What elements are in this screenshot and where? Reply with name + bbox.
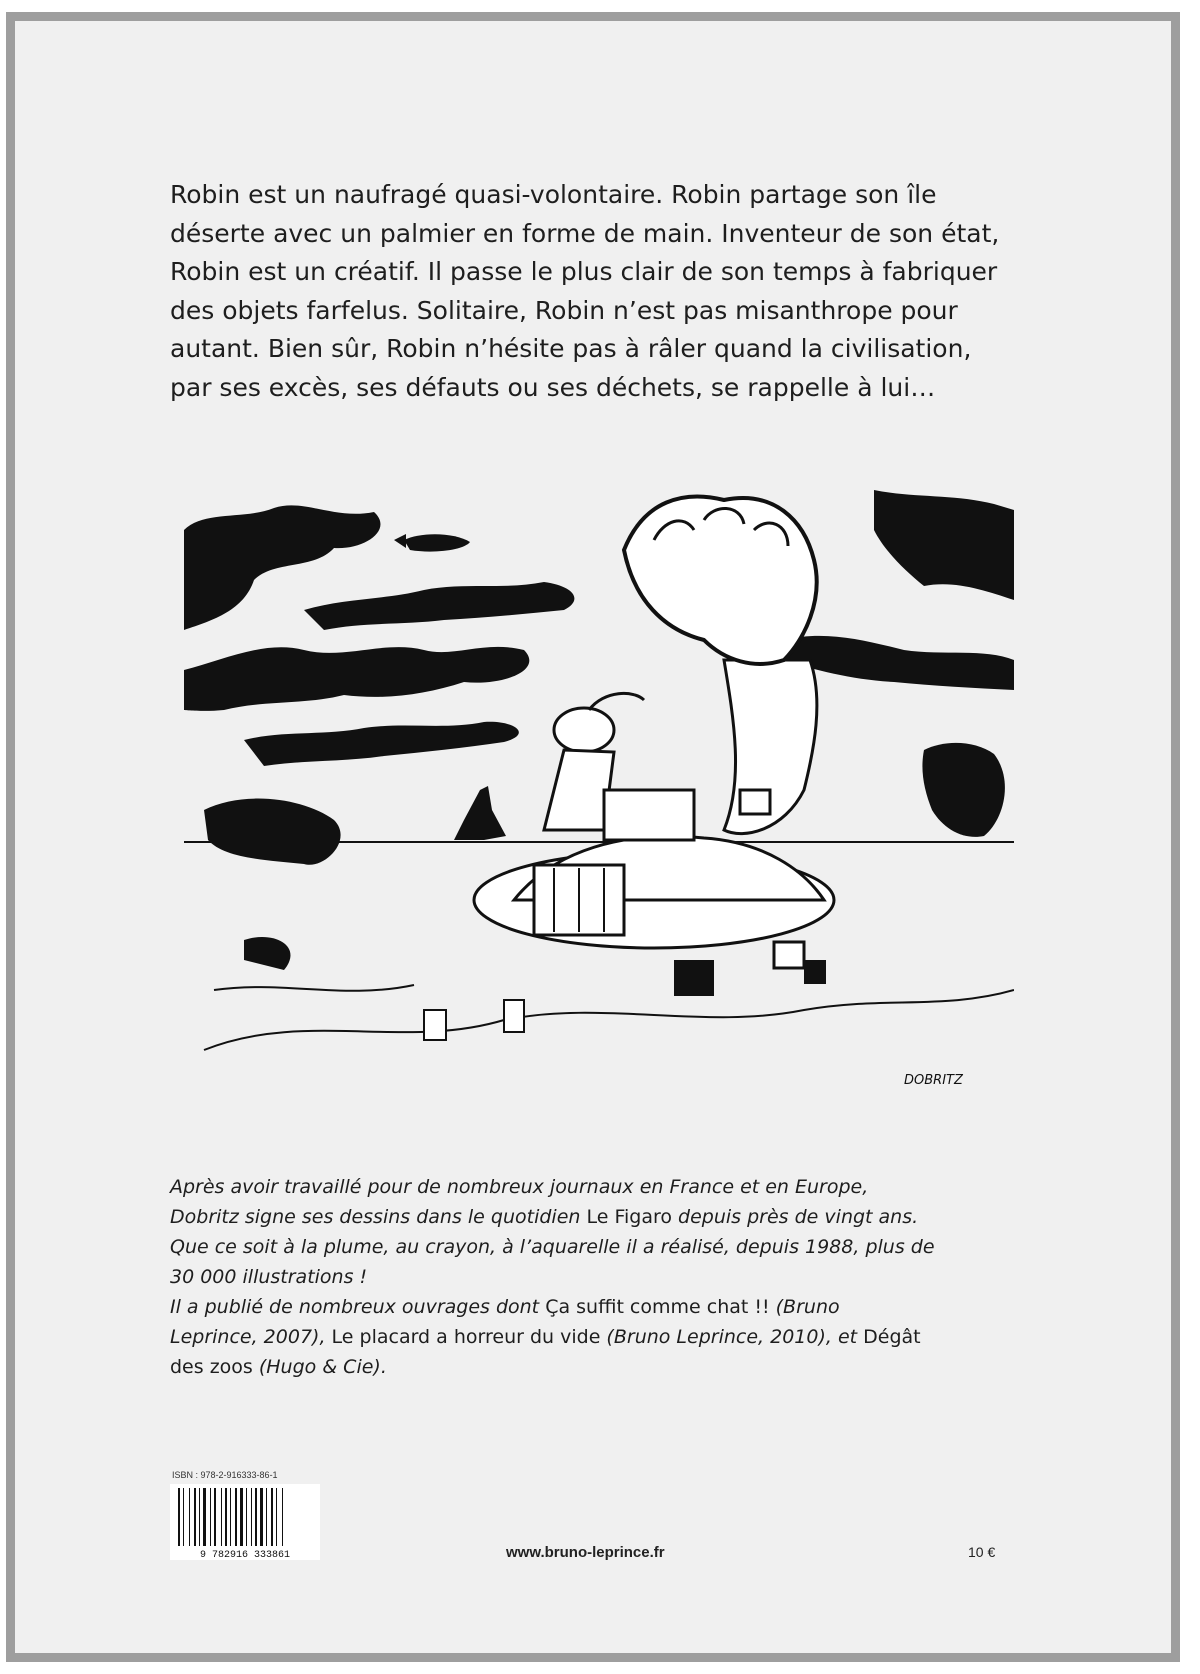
water-elements [204, 937, 1014, 1050]
bio-text: (Bruno Leprince, 2010), et [600, 1326, 864, 1348]
cartoon-illustration [184, 490, 1014, 1110]
bio-line [170, 1352, 1020, 1382]
artist-signature: DOBRITZ [904, 1073, 963, 1088]
bio-text: depuis près de vingt ans. [672, 1206, 919, 1228]
blurb-line: déserte avec un palmier en forme de main. Inventeur de son état, [170, 218, 1000, 248]
book-title: Le placard a horreur du vide [331, 1326, 601, 1348]
bio-text: (Hugo & Cie). [252, 1356, 387, 1378]
bio-line [170, 1292, 1020, 1322]
island [474, 836, 834, 948]
bio-line: 30 000 illustrations ! [170, 1266, 368, 1288]
book-title: Dégât [863, 1326, 921, 1348]
isbn-label: ISBN : 978-2-916333-86-1 [172, 1470, 278, 1480]
bio-text: (Bruno [769, 1296, 840, 1318]
barcode [170, 1484, 320, 1560]
bio-line: Après avoir travaillé pour de nombreux journaux en France et en Europe, [170, 1176, 869, 1198]
book-title: des zoos [170, 1356, 253, 1378]
book-title: Ça suffit comme chat !! [545, 1296, 770, 1318]
author-bio [170, 1172, 1020, 1382]
newspaper-title: Le Figaro [586, 1206, 673, 1228]
robin-character [544, 693, 694, 840]
publisher-website: www.bruno-leprince.fr [506, 1544, 665, 1561]
bio-line [170, 1202, 1020, 1232]
blurb-line: Robin est un créatif. Il passe le plus clair de son temps à fabriquer [170, 257, 998, 287]
barcode-digits: 9 782916 333861 [199, 1550, 291, 1560]
blurb-line: des objets farfelus. Solitaire, Robin n’est pas misanthrope pour [170, 295, 958, 325]
bio-line [170, 1322, 1020, 1352]
blurb-line: Robin est un naufragé quasi-volontaire. Robin partage son île [170, 180, 937, 209]
blurb-line: autant. Bien sûr, Robin n’hésite pas à râler quand la civilisation, [170, 334, 972, 364]
price-label: 10 € [968, 1544, 996, 1560]
bio-text: Il a publié de nombreux ouvrages dont [170, 1296, 546, 1318]
bio-text: Dobritz signe ses dessins dans le quotidien [170, 1206, 587, 1228]
blurb-text [170, 176, 1010, 408]
bio-text: Leprince, 2007), [170, 1326, 332, 1348]
blurb-line: par ses excès, ses défauts ou ses déchets, se rappelle à lui… [170, 372, 936, 402]
bio-line: Que ce soit à la plume, au crayon, à l’aquarelle il a réalisé, depuis 1988, plus de [170, 1236, 935, 1258]
hand-palm-tree [624, 497, 817, 834]
